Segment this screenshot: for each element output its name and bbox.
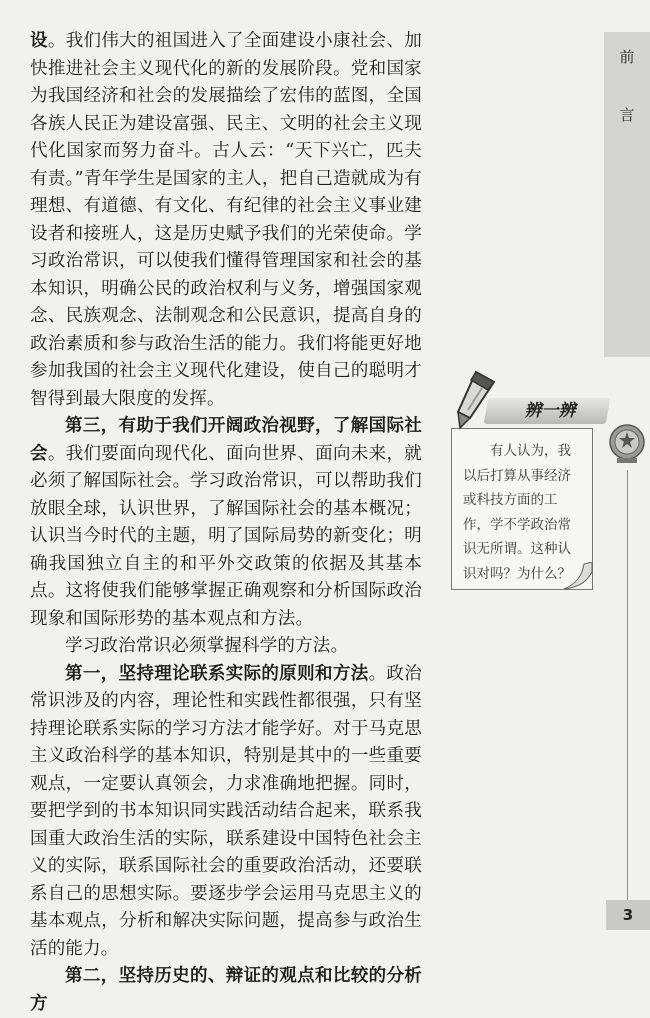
paragraph-5 — [30, 963, 422, 1018]
side-rule — [627, 470, 628, 900]
paragraph-4 — [30, 661, 422, 964]
bianyi-line: 识无所谓。这种认 — [463, 541, 571, 557]
bianyi-line: 以后打算从事经济 — [463, 467, 571, 484]
paragraph-5-heading: 第二，坚持历史的、辩证的观点和比较的分析方 — [30, 966, 422, 1014]
page-curl-icon — [562, 562, 594, 590]
paragraph-3 — [30, 633, 422, 661]
paragraph-2-heading: 第三，有助于我们开阔政治视野，了解国际社会 — [30, 416, 422, 464]
section-tab-char-1: 前 — [619, 48, 635, 66]
bianyi-line: 识对吗？为什么？ — [463, 565, 571, 582]
paragraph-1-text: 。我们伟大的祖国进入了全面建设小康社会、加快推进社会主义现代化的新的发展阶段。党和国家为我国经济和社会的发展描绘了宏伟的蓝图，全国各族人民正为建设富强、民主、文明的社会主义现代化国家而努力奋斗。古人云：“天下兴亡，匹夫有责。”青年学生是国家的主人，把自己造就成为有理想、有道德、有文化、有纪律的社会主义事业建设者和接班人，这是历史赋予我们的光荣使命。学习政治常识，可以使我们懂得管理国家和社会的基本知识，明确公民的政治权利与义务，增强国家观念、民族观念、法制观念和公民意识，提高自身的政治素质和参与政治生活的能力。我们将能更好地参加我国的社会主义现代化建设，使自己的聪明才智得到最大限度的发挥。 — [30, 31, 422, 409]
paragraph-1-lead: 设 — [30, 31, 48, 51]
paragraph-2-text: 。我们要面向现代化、面向世界、面向未来，就必须了解国际社会。学习政治常识，可以帮助我们放眼全球，认识世界，了解国际社会的基本概况；认识当今时代的主题，明了国际局势的新变化；明确我国独立自主的和平外交政策的依据及其基本点。这将使我们能够掌握正确观察和分析国际政治现象和国际形势的基本观点和方法。 — [30, 443, 422, 629]
paragraph-4-heading: 第一，坚持理论联系实际的原则和方法 — [65, 663, 369, 684]
section-tab — [604, 32, 650, 357]
page-number-box — [606, 900, 650, 930]
paragraph-2 — [30, 413, 422, 633]
paragraph-4-text: 。政治常识涉及的内容，理论性和实践性都很强，只有坚持理论联系实际的学习方法才能学好。对于马克思主义政治科学的基本知识，特别是其中的一些重要观点，一定要认真领会，力求准确地把握。同时，要把学到的书本知识同实践活动结合起来，联系我国重大政治生活的实际，联系建设中国特色社会主义的实际，联系国际社会的重要政治活动，还要联系自己的思想实际。要逐步学会运用马克思主义的基本观点，分析和解决实际问题，提高参与政治生活的能力。 — [30, 663, 422, 959]
pen-icon — [440, 368, 504, 430]
bianyi-line: 或科技方面的工 — [463, 492, 558, 508]
page-number: 3 — [622, 906, 634, 924]
bianyi-line: 有人认为，我 — [490, 443, 571, 459]
body-text — [30, 28, 422, 1018]
section-tab-char-2: 言 — [619, 106, 635, 124]
bianyi-title: 辨一辨 — [524, 401, 576, 421]
paragraph-1 — [30, 28, 422, 413]
national-emblem-icon — [607, 420, 647, 468]
paragraph-3-text: 学习政治常识必须掌握科学的方法。 — [65, 636, 349, 656]
bianyi-line: 作，学不学政治常 — [463, 516, 571, 533]
